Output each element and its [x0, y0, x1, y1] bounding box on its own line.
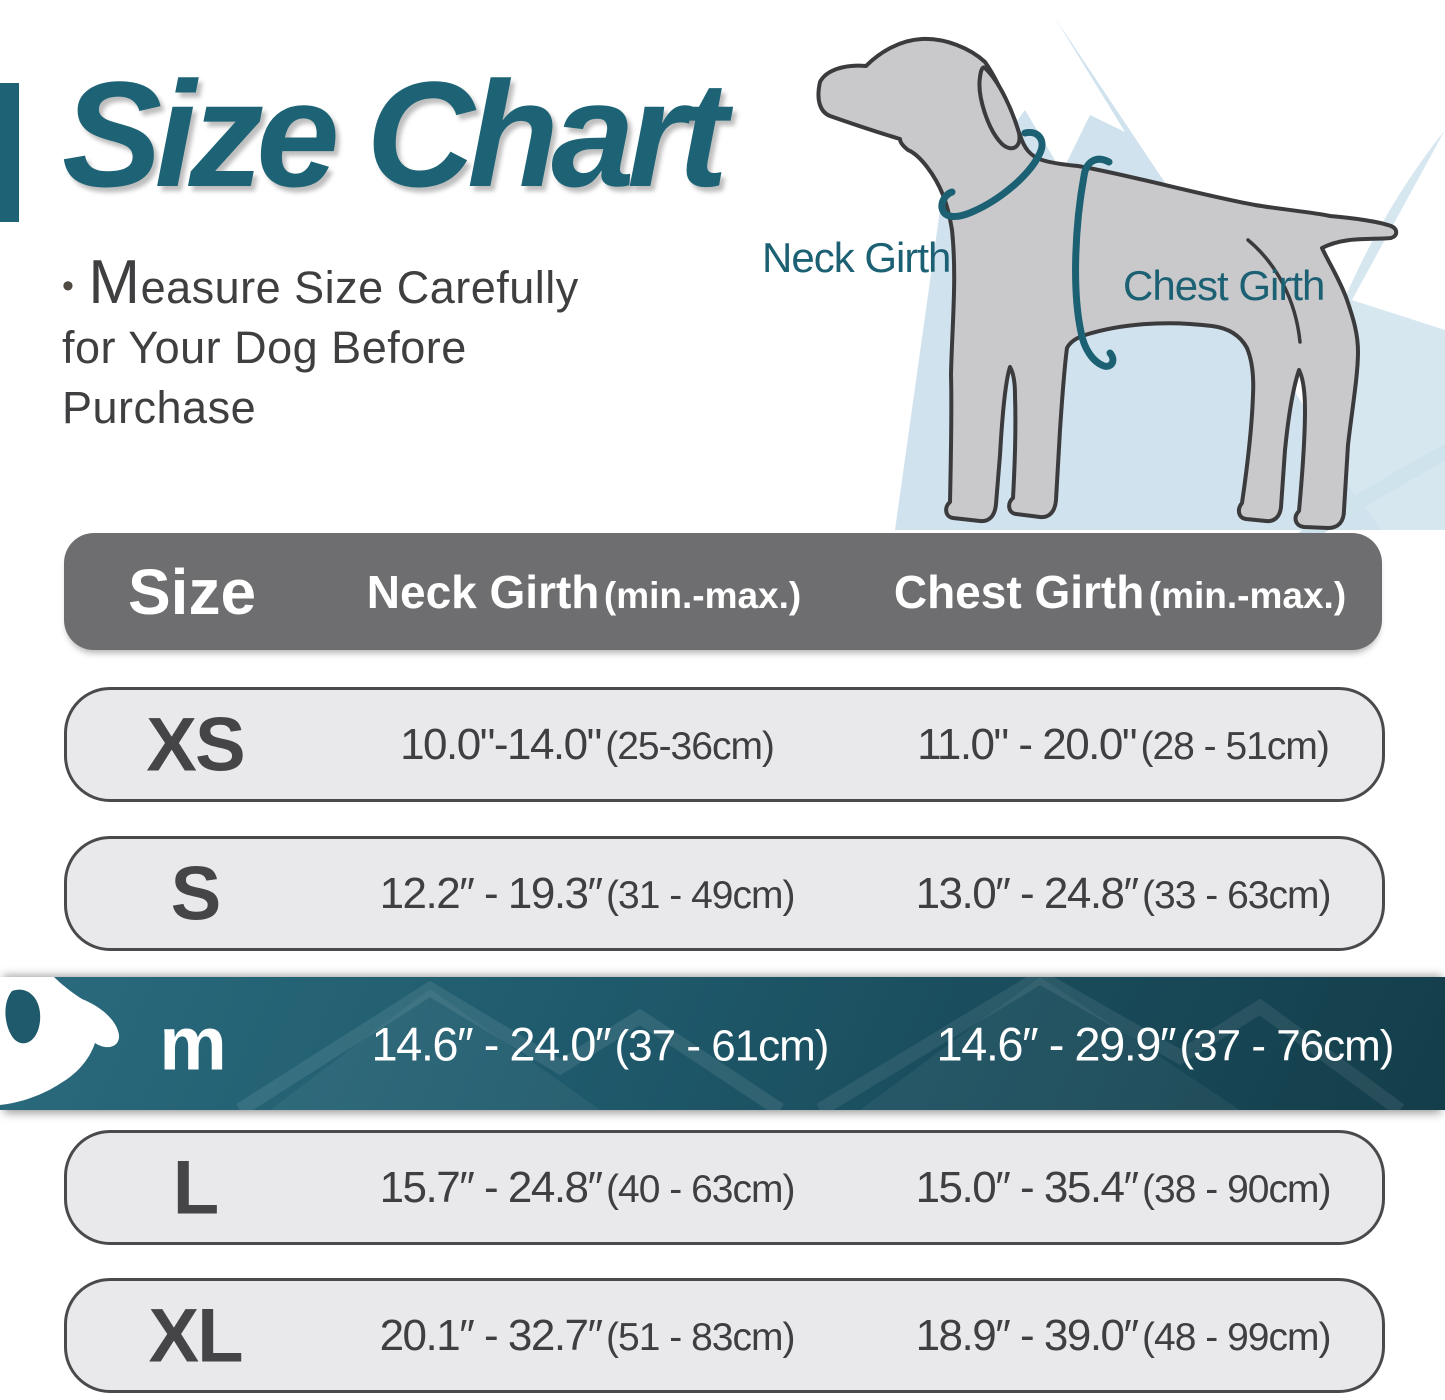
title-accent-bar [0, 83, 19, 222]
row-chest-cell [916, 1311, 1331, 1361]
table-row-l [64, 1130, 1385, 1245]
header-chest-range: (min.-max.) [1148, 574, 1347, 616]
header-neck-range: (min.-max.) [603, 574, 802, 616]
row-chest-cell [916, 1163, 1331, 1213]
header-chest-title: Chest Girth [893, 565, 1145, 618]
chest-cm-value: (37 - 76cm) [1179, 1021, 1394, 1070]
row-neck-cell [400, 720, 774, 770]
header-neck-label [367, 565, 801, 619]
table-row-s [64, 836, 1385, 951]
header-neck-title: Neck Girth [366, 565, 600, 618]
note-text: Measure Size Carefully [88, 248, 579, 317]
chest-cm-value: (28 - 51cm) [1140, 724, 1329, 768]
note-line-2: for Your Dog Before [62, 322, 467, 373]
chest-cm-value: (38 - 90cm) [1142, 1167, 1331, 1211]
measure-note [62, 248, 722, 438]
row-neck-cell [380, 1163, 795, 1213]
row-size-label: S [170, 851, 220, 936]
chest-inches-value: 13.0″ - 24.8″ [915, 868, 1138, 918]
row-size-label: XS [146, 702, 244, 787]
row-size-label: m [159, 1001, 225, 1086]
page-title: Size Chart [62, 50, 721, 218]
chest-inches-value: 11.0" - 20.0" [917, 719, 1137, 769]
row-chest-cell [917, 720, 1329, 770]
chest-cm-value: (48 - 99cm) [1142, 1315, 1331, 1359]
row-neck-cell [380, 1311, 795, 1361]
chest-inches-value: 15.0″ - 35.4″ [915, 1162, 1138, 1212]
chest-inches-value: 18.9″ - 39.0″ [915, 1310, 1138, 1360]
chest-girth-label: Chest Girth [1123, 262, 1325, 309]
bullet-icon: • [62, 267, 75, 305]
neck-inches-value: 15.7″ - 24.8″ [379, 1162, 602, 1212]
neck-cm-value: (40 - 63cm) [606, 1167, 795, 1211]
neck-inches-value: 20.1″ - 32.7″ [379, 1310, 602, 1360]
neck-cm-value: (37 - 61cm) [614, 1021, 829, 1070]
neck-inches-value: 14.6″ - 24.0″ [371, 1017, 611, 1070]
row-neck-cell [380, 869, 795, 919]
header-size-label: Size [127, 555, 257, 628]
neck-cm-value: (31 - 49cm) [606, 873, 795, 917]
row-chest-cell [937, 1016, 1394, 1071]
row-size-label: XL [148, 1293, 242, 1378]
neck-inches-value: 12.2″ - 19.3″ [379, 868, 602, 918]
row-chest-cell [916, 869, 1331, 919]
table-row-xs [64, 687, 1385, 802]
neck-cm-value: (25-36cm) [605, 724, 774, 768]
neck-girth-label: Neck Girth [762, 234, 951, 281]
neck-cm-value: (51 - 83cm) [606, 1315, 795, 1359]
table-row-m-highlighted [0, 977, 1445, 1110]
row-size-label: L [172, 1145, 218, 1230]
dog-silhouette-icon [750, 0, 1445, 580]
note-line-1 [62, 248, 722, 318]
chest-inches-value: 14.6″ - 29.9″ [936, 1017, 1176, 1070]
note-line-3: Purchase [62, 382, 257, 433]
neck-inches-value: 10.0"-14.0" [400, 719, 601, 769]
table-row-xl [64, 1278, 1385, 1393]
row-neck-cell [372, 1016, 829, 1071]
chest-cm-value: (33 - 63cm) [1142, 873, 1331, 917]
